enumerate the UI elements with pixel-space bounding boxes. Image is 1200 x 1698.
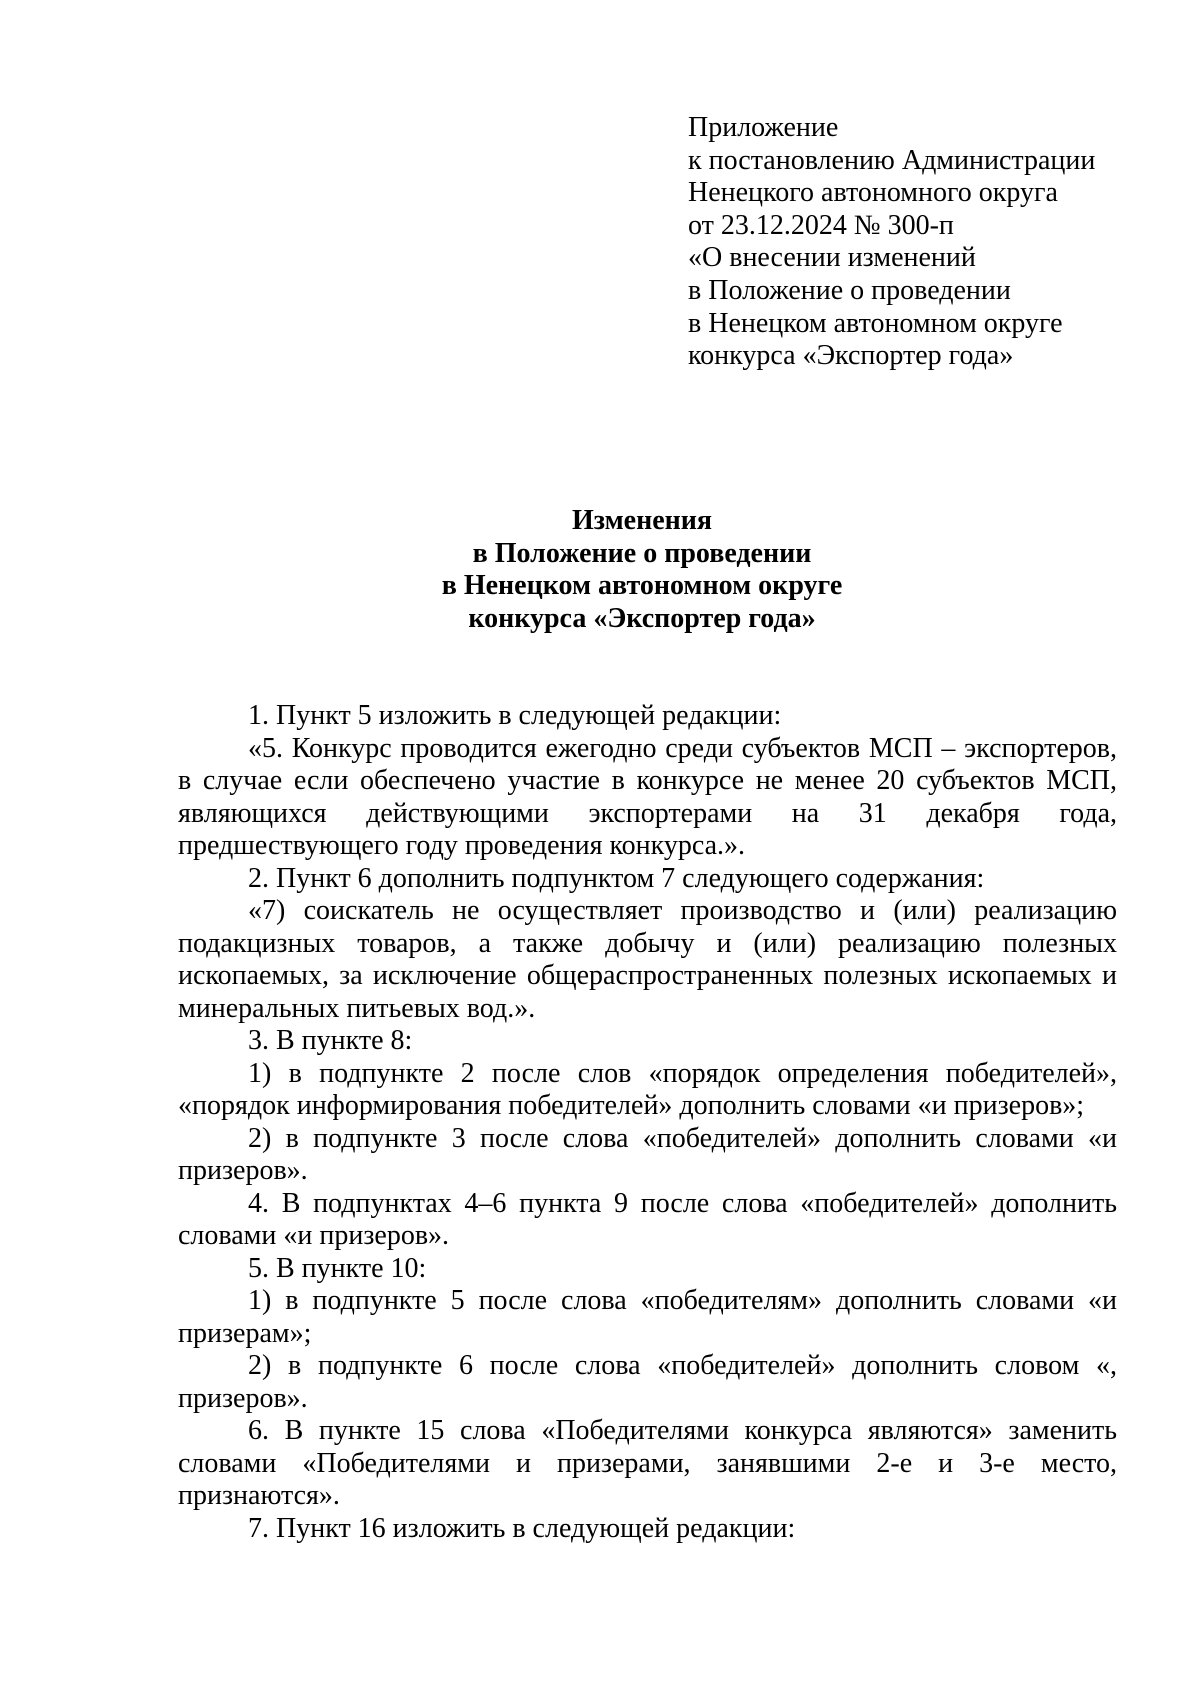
appendix-line: в Положение о проведении (688, 274, 1011, 306)
paragraph: 3. В пункте 8: (248, 1025, 413, 1056)
appendix-line: «О внесении изменений (688, 242, 976, 274)
paragraph: 6. В пункте 15 слова «Победителями конкурса являются» заменить словами «Победителями и призерами, занявшими 2-е и 3-е место, признаются». (178, 1415, 1117, 1511)
paragraph: «7) соискатель не осуществляет производство и (или) реализацию подакцизных товаров, а также добычу и (или) реализацию полезных ископаемых, за исключение общераспространенных полезных ископаемых и минеральных питьевых вод.». (178, 895, 1117, 1024)
document-title (170, 505, 1114, 635)
paragraph: 2. Пункт 6 дополнить подпунктом 7 следующего содержания: (248, 862, 985, 894)
appendix-line: Приложение (688, 112, 839, 143)
paragraph: 2) в подпункте 6 после слова «победителей» дополнить словом «, призеров». (178, 1350, 1117, 1414)
appendix-block (688, 112, 1168, 373)
title-line: Изменения (571, 505, 713, 536)
appendix-line: Ненецкого автономного округа (688, 177, 1058, 209)
appendix-line: от 23.12.2024 № 300-п (688, 209, 954, 241)
paragraph: 1) в подпункте 2 после слов «порядок определения победителей», «порядок информирования победителей» дополнить словами «и призеров»; (178, 1057, 1117, 1121)
paragraph: 4. В подпунктах 4–6 пункта 9 после слова «победителей» дополнить словами «и призеров». (178, 1187, 1117, 1251)
document-body (178, 700, 1117, 1545)
appendix-line: к постановлению Администрации (688, 144, 1096, 176)
appendix-line: конкурса «Экспортер года» (688, 340, 1014, 372)
appendix-line: в Ненецком автономном округе (688, 307, 1063, 339)
paragraph: 1. Пункт 5 изложить в следующей редакции: (248, 700, 782, 731)
paragraph: 1) в подпункте 5 после слова «победителям» дополнить словами «и призерам»; (178, 1285, 1117, 1349)
paragraph: 2) в подпункте 3 после слова «победителей» дополнить словами «и призеров». (178, 1122, 1117, 1186)
title-line: конкурса «Экспортер года» (468, 602, 816, 634)
title-line: в Положение о проведении (472, 537, 812, 569)
paragraph: 7. Пункт 16 изложить в следующей редакции: (248, 1512, 796, 1544)
title-line: в Ненецком автономном округе (441, 570, 843, 601)
paragraph: «5. Конкурс проводится ежегодно среди субъектов МСП – экспортеров, в случае если обеспечено участие в конкурсе не менее 20 субъектов МСП, являющихся действующими экспортерами на 31 декабря года, предшествующего году проведения конкурса.». (178, 732, 1117, 861)
paragraph: 5. В пункте 10: (248, 1252, 427, 1284)
